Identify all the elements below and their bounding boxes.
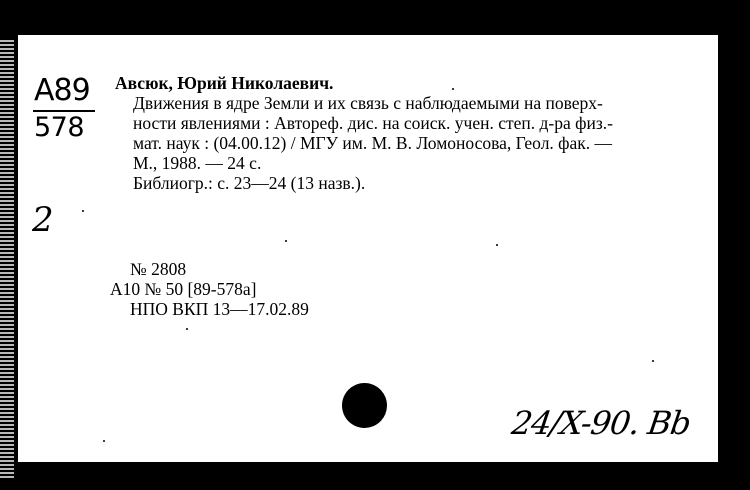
title-line: М., 1988. — 24 с.	[133, 153, 262, 173]
scan-speck	[452, 88, 454, 90]
shelfmark-bottom: 578	[34, 112, 85, 143]
scan-speck	[285, 240, 287, 242]
bibliographic-entry	[115, 73, 675, 193]
registration-block	[110, 259, 309, 319]
registration-org: НПО ВКП 13—17.02.89	[130, 299, 309, 319]
handwritten-number: 2	[32, 200, 54, 240]
shelfmark	[33, 75, 97, 142]
scan-speck	[103, 440, 105, 442]
bibliography-note: Библиогр.: с. 23—24 (13 назв.).	[133, 173, 366, 193]
author-heading: Авсюк, Юрий Николаевич.	[115, 73, 334, 93]
scan-speck	[186, 328, 188, 330]
title-description	[115, 93, 675, 173]
scan-speck	[82, 210, 84, 212]
registration-number: № 2808	[130, 259, 187, 279]
scan-speck	[652, 360, 654, 362]
scan-speck	[496, 244, 498, 246]
handwritten-date: 24/X-90. Bb	[509, 404, 693, 442]
registration-code: А10 № 50 [89-578а]	[110, 279, 257, 299]
punch-hole	[342, 383, 387, 428]
title-line: ности явлениями : Автореф. дис. на соиск. учен. степ. д-ра физ.-	[133, 113, 613, 133]
film-perforation-strip	[0, 40, 14, 480]
title-line: мат. наук : (04.00.12) / МГУ им. М. В. Ломоносова, Геол. фак. —	[133, 133, 613, 153]
title-line: Движения в ядре Земли и их связь с наблюдаемыми на поверх-	[133, 93, 603, 113]
shelfmark-top: A89	[34, 73, 90, 108]
